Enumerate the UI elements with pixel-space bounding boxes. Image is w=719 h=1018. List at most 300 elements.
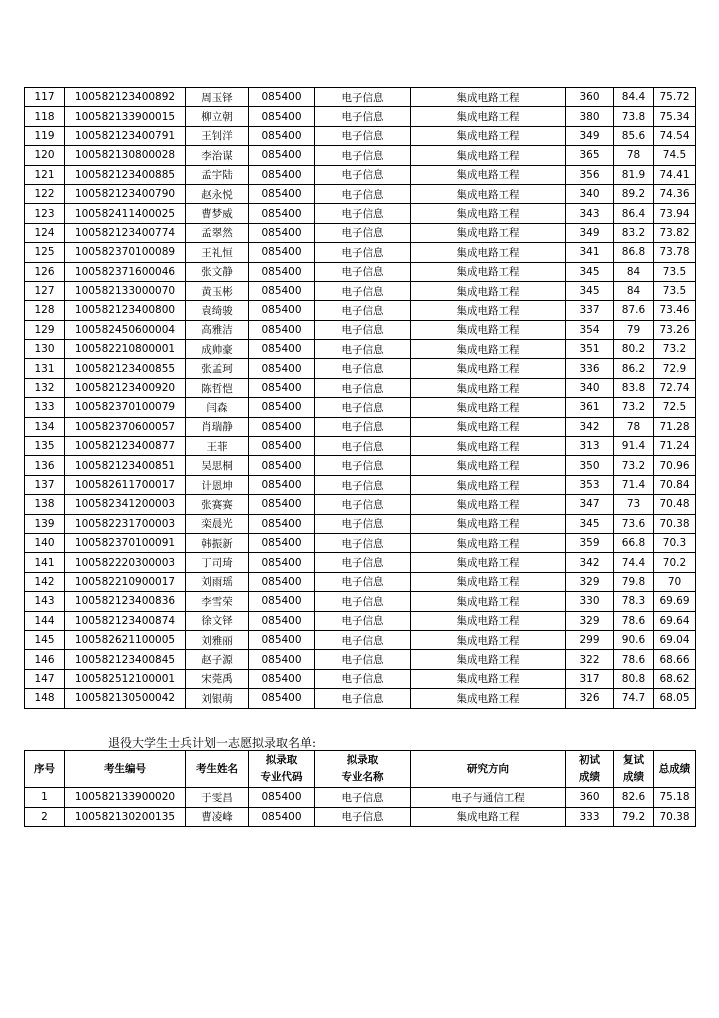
cell-retest-score: 79.8 (614, 572, 654, 591)
cell-exam-id: 100582341200003 (65, 495, 186, 514)
cell-direction: 集成电路工程 (411, 689, 566, 708)
cell-seq: 143 (25, 592, 65, 611)
cell-exam-id: 100582123400892 (65, 88, 186, 107)
cell-seq: 136 (25, 456, 65, 475)
cell-major-code: 085400 (249, 184, 315, 203)
cell-direction: 电子与通信工程 (411, 788, 566, 808)
cell-retest-score: 80.8 (614, 669, 654, 688)
cell-retest-score: 85.6 (614, 126, 654, 145)
cell-major-code: 085400 (249, 378, 315, 397)
cell-seq: 142 (25, 572, 65, 591)
cell-name: 周玉铎 (186, 88, 249, 107)
table-row (25, 184, 696, 203)
cell-major-code: 085400 (249, 359, 315, 378)
cell-total-score: 74.41 (654, 165, 696, 184)
cell-exam-id: 100582411400025 (65, 204, 186, 223)
cell-exam-id: 100582371600046 (65, 262, 186, 281)
cell-prelim-score: 322 (566, 650, 614, 669)
cell-name: 曹凌峰 (186, 807, 249, 827)
cell-prelim-score: 337 (566, 301, 614, 320)
table-row (25, 359, 696, 378)
cell-major-name: 电子信息 (315, 630, 411, 649)
cell-major-name: 电子信息 (315, 378, 411, 397)
table-row (25, 223, 696, 242)
header-prelim-score (566, 751, 614, 788)
cell-major-code: 085400 (249, 456, 315, 475)
cell-name: 王钊洋 (186, 126, 249, 145)
cell-major-code: 085400 (249, 340, 315, 359)
cell-major-code: 085400 (249, 611, 315, 630)
cell-seq: 122 (25, 184, 65, 203)
cell-retest-score: 73 (614, 495, 654, 514)
cell-major-name: 电子信息 (315, 611, 411, 630)
table-row (25, 398, 696, 417)
cell-retest-score: 79 (614, 320, 654, 339)
cell-direction: 集成电路工程 (411, 340, 566, 359)
cell-seq: 132 (25, 378, 65, 397)
cell-name: 丁司琦 (186, 553, 249, 572)
cell-retest-score: 80.2 (614, 340, 654, 359)
cell-seq: 121 (25, 165, 65, 184)
header-prelim-line1: 初试 (579, 754, 600, 766)
cell-major-name: 电子信息 (315, 262, 411, 281)
cell-prelim-score: 365 (566, 146, 614, 165)
cell-retest-score: 84 (614, 262, 654, 281)
cell-name: 刘雨瑶 (186, 572, 249, 591)
header-major-code-line1: 拟录取 (265, 754, 298, 766)
cell-prelim-score: 360 (566, 88, 614, 107)
cell-direction: 集成电路工程 (411, 572, 566, 591)
cell-major-name: 电子信息 (315, 807, 411, 827)
table-row (25, 592, 696, 611)
table-row (25, 378, 696, 397)
cell-major-name: 电子信息 (315, 340, 411, 359)
cell-seq: 138 (25, 495, 65, 514)
veteran-admission-body (25, 788, 696, 827)
table-row (25, 417, 696, 436)
table-row (25, 495, 696, 514)
cell-exam-id: 100582130800028 (65, 146, 186, 165)
cell-direction: 集成电路工程 (411, 320, 566, 339)
cell-major-code: 085400 (249, 514, 315, 533)
cell-major-name: 电子信息 (315, 437, 411, 456)
cell-retest-score: 91.4 (614, 437, 654, 456)
cell-major-name: 电子信息 (315, 281, 411, 300)
cell-total-score: 70.48 (654, 495, 696, 514)
veteran-header-row (25, 751, 696, 788)
cell-name: 张文静 (186, 262, 249, 281)
cell-major-name: 电子信息 (315, 650, 411, 669)
cell-retest-score: 86.2 (614, 359, 654, 378)
table-row (25, 320, 696, 339)
cell-exam-id: 100582370100089 (65, 243, 186, 262)
cell-retest-score: 79.2 (614, 807, 654, 827)
cell-prelim-score: 313 (566, 437, 614, 456)
cell-exam-id: 100582210900017 (65, 572, 186, 591)
cell-name: 袁绮骏 (186, 301, 249, 320)
table-row (25, 611, 696, 630)
cell-seq: 133 (25, 398, 65, 417)
cell-direction: 集成电路工程 (411, 223, 566, 242)
cell-name: 栾晨光 (186, 514, 249, 533)
cell-total-score: 70.38 (654, 514, 696, 533)
cell-exam-id: 100582450600004 (65, 320, 186, 339)
cell-total-score: 70.3 (654, 533, 696, 552)
cell-total-score: 74.5 (654, 146, 696, 165)
cell-retest-score: 83.2 (614, 223, 654, 242)
cell-name: 孟宇陆 (186, 165, 249, 184)
cell-direction: 集成电路工程 (411, 126, 566, 145)
cell-direction: 集成电路工程 (411, 146, 566, 165)
table-row (25, 146, 696, 165)
cell-total-score: 73.94 (654, 204, 696, 223)
cell-major-name: 电子信息 (315, 204, 411, 223)
cell-name: 黄玉彬 (186, 281, 249, 300)
cell-major-code: 085400 (249, 281, 315, 300)
cell-major-name: 电子信息 (315, 475, 411, 494)
cell-prelim-score: 350 (566, 456, 614, 475)
header-retest-line1: 复试 (623, 754, 644, 766)
cell-direction: 集成电路工程 (411, 398, 566, 417)
cell-name: 徐文铎 (186, 611, 249, 630)
cell-name: 成帅豪 (186, 340, 249, 359)
cell-prelim-score: 333 (566, 807, 614, 827)
admission-list-body (25, 88, 696, 709)
table-row (25, 788, 696, 808)
cell-major-code: 085400 (249, 301, 315, 320)
cell-exam-id: 100582123400845 (65, 650, 186, 669)
cell-exam-id: 100582611700017 (65, 475, 186, 494)
cell-exam-id: 100582123400836 (65, 592, 186, 611)
cell-prelim-score: 340 (566, 184, 614, 203)
header-total-score: 总成绩 (654, 751, 696, 788)
veteran-section-caption: 退役大学生士兵计划一志愿拟录取名单: (108, 736, 317, 750)
cell-retest-score: 78 (614, 417, 654, 436)
cell-seq: 148 (25, 689, 65, 708)
cell-seq: 131 (25, 359, 65, 378)
cell-direction: 集成电路工程 (411, 456, 566, 475)
cell-seq: 119 (25, 126, 65, 145)
cell-prelim-score: 340 (566, 378, 614, 397)
cell-retest-score: 73.6 (614, 514, 654, 533)
cell-major-code: 085400 (249, 630, 315, 649)
cell-name: 肖瑞静 (186, 417, 249, 436)
cell-direction: 集成电路工程 (411, 437, 566, 456)
cell-direction: 集成电路工程 (411, 495, 566, 514)
cell-seq: 140 (25, 533, 65, 552)
cell-seq: 145 (25, 630, 65, 649)
table-row (25, 689, 696, 708)
cell-retest-score: 84.4 (614, 88, 654, 107)
cell-name: 吴思桐 (186, 456, 249, 475)
cell-direction: 集成电路工程 (411, 88, 566, 107)
cell-seq: 126 (25, 262, 65, 281)
cell-retest-score: 83.8 (614, 378, 654, 397)
cell-name: 韩振新 (186, 533, 249, 552)
cell-retest-score: 73.8 (614, 107, 654, 126)
cell-prelim-score: 349 (566, 223, 614, 242)
cell-prelim-score: 360 (566, 788, 614, 808)
cell-major-code: 085400 (249, 126, 315, 145)
cell-prelim-score: 349 (566, 126, 614, 145)
cell-retest-score: 81.9 (614, 165, 654, 184)
cell-prelim-score: 345 (566, 281, 614, 300)
cell-seq: 130 (25, 340, 65, 359)
admission-list-table (24, 87, 696, 709)
table-row (25, 630, 696, 649)
cell-direction: 集成电路工程 (411, 107, 566, 126)
cell-seq: 127 (25, 281, 65, 300)
cell-exam-id: 100582370100091 (65, 533, 186, 552)
cell-prelim-score: 326 (566, 689, 614, 708)
cell-major-code: 085400 (249, 572, 315, 591)
cell-major-name: 电子信息 (315, 533, 411, 552)
cell-prelim-score: 317 (566, 669, 614, 688)
cell-direction: 集成电路工程 (411, 184, 566, 203)
cell-total-score: 70.96 (654, 456, 696, 475)
cell-exam-id: 100582370100079 (65, 398, 186, 417)
cell-retest-score: 74.4 (614, 553, 654, 572)
table-row (25, 243, 696, 262)
cell-total-score: 69.04 (654, 630, 696, 649)
cell-major-name: 电子信息 (315, 669, 411, 688)
cell-exam-id: 100582130200135 (65, 807, 186, 827)
cell-prelim-score: 345 (566, 514, 614, 533)
cell-major-name: 电子信息 (315, 184, 411, 203)
cell-direction: 集成电路工程 (411, 533, 566, 552)
cell-exam-id: 100582133000070 (65, 281, 186, 300)
cell-seq: 144 (25, 611, 65, 630)
table-row (25, 456, 696, 475)
cell-total-score: 68.05 (654, 689, 696, 708)
cell-total-score: 72.9 (654, 359, 696, 378)
cell-major-code: 085400 (249, 165, 315, 184)
table-row (25, 553, 696, 572)
header-direction: 研究方向 (411, 751, 566, 788)
cell-major-name: 电子信息 (315, 223, 411, 242)
cell-prelim-score: 361 (566, 398, 614, 417)
cell-exam-id: 100582512100001 (65, 669, 186, 688)
cell-seq: 137 (25, 475, 65, 494)
cell-total-score: 73.26 (654, 320, 696, 339)
cell-direction: 集成电路工程 (411, 807, 566, 827)
cell-major-code: 085400 (249, 669, 315, 688)
cell-direction: 集成电路工程 (411, 378, 566, 397)
cell-retest-score: 86.8 (614, 243, 654, 262)
cell-retest-score: 86.4 (614, 204, 654, 223)
cell-prelim-score: 359 (566, 533, 614, 552)
cell-total-score: 73.2 (654, 340, 696, 359)
cell-total-score: 69.69 (654, 592, 696, 611)
cell-major-name: 电子信息 (315, 417, 411, 436)
cell-major-name: 电子信息 (315, 165, 411, 184)
table-row (25, 475, 696, 494)
cell-prelim-score: 380 (566, 107, 614, 126)
header-major-name-line2: 专业名称 (341, 771, 384, 783)
cell-total-score: 75.18 (654, 788, 696, 808)
cell-name: 李治谋 (186, 146, 249, 165)
cell-direction: 集成电路工程 (411, 592, 566, 611)
cell-exam-id: 100582123400791 (65, 126, 186, 145)
cell-exam-id: 100582123400874 (65, 611, 186, 630)
cell-major-code: 085400 (249, 320, 315, 339)
table-row (25, 126, 696, 145)
cell-major-name: 电子信息 (315, 495, 411, 514)
cell-major-code: 085400 (249, 204, 315, 223)
cell-name: 孟翠然 (186, 223, 249, 242)
cell-exam-id: 100582123400774 (65, 223, 186, 242)
cell-prelim-score: 336 (566, 359, 614, 378)
cell-retest-score: 74.7 (614, 689, 654, 708)
cell-total-score: 73.78 (654, 243, 696, 262)
cell-major-name: 电子信息 (315, 553, 411, 572)
cell-direction: 集成电路工程 (411, 650, 566, 669)
header-exam-id: 考生编号 (65, 751, 186, 788)
cell-prelim-score: 353 (566, 475, 614, 494)
cell-exam-id: 100582123400855 (65, 359, 186, 378)
cell-prelim-score: 342 (566, 553, 614, 572)
cell-total-score: 73.5 (654, 281, 696, 300)
cell-exam-id: 100582621100005 (65, 630, 186, 649)
cell-direction: 集成电路工程 (411, 417, 566, 436)
cell-exam-id: 100582123400790 (65, 184, 186, 203)
table-row (25, 650, 696, 669)
cell-name: 刘雅丽 (186, 630, 249, 649)
cell-name: 王菲 (186, 437, 249, 456)
header-name: 考生姓名 (186, 751, 249, 788)
cell-name: 计恩坤 (186, 475, 249, 494)
table-row (25, 301, 696, 320)
cell-name: 王礼恒 (186, 243, 249, 262)
cell-major-name: 电子信息 (315, 107, 411, 126)
cell-major-code: 085400 (249, 437, 315, 456)
cell-exam-id: 100582123400920 (65, 378, 186, 397)
cell-name: 柳立朝 (186, 107, 249, 126)
cell-major-name: 电子信息 (315, 689, 411, 708)
table-row (25, 437, 696, 456)
table-row (25, 88, 696, 107)
header-major-code (249, 751, 315, 788)
cell-direction: 集成电路工程 (411, 611, 566, 630)
table-row (25, 165, 696, 184)
cell-seq: 117 (25, 88, 65, 107)
cell-retest-score: 73.2 (614, 456, 654, 475)
cell-major-name: 电子信息 (315, 788, 411, 808)
cell-name: 赵子源 (186, 650, 249, 669)
cell-retest-score: 90.6 (614, 630, 654, 649)
cell-total-score: 73.82 (654, 223, 696, 242)
cell-total-score: 71.24 (654, 437, 696, 456)
cell-direction: 集成电路工程 (411, 204, 566, 223)
cell-retest-score: 78.6 (614, 611, 654, 630)
cell-direction: 集成电路工程 (411, 243, 566, 262)
header-major-code-line2: 专业代码 (260, 771, 303, 783)
table-row (25, 514, 696, 533)
header-prelim-line2: 成绩 (579, 771, 600, 783)
cell-total-score: 70.38 (654, 807, 696, 827)
cell-seq: 125 (25, 243, 65, 262)
cell-total-score: 70.2 (654, 553, 696, 572)
cell-direction: 集成电路工程 (411, 669, 566, 688)
cell-seq: 128 (25, 301, 65, 320)
cell-seq: 120 (25, 146, 65, 165)
cell-seq: 135 (25, 437, 65, 456)
cell-major-code: 085400 (249, 788, 315, 808)
cell-prelim-score: 299 (566, 630, 614, 649)
cell-name: 张孟珂 (186, 359, 249, 378)
cell-name: 刘银萌 (186, 689, 249, 708)
cell-major-code: 085400 (249, 223, 315, 242)
cell-exam-id: 100582210800001 (65, 340, 186, 359)
cell-total-score: 68.66 (654, 650, 696, 669)
table-row (25, 204, 696, 223)
table-row (25, 533, 696, 552)
table-row (25, 572, 696, 591)
cell-exam-id: 100582130500042 (65, 689, 186, 708)
cell-total-score: 74.36 (654, 184, 696, 203)
cell-seq: 2 (25, 807, 65, 827)
cell-major-name: 电子信息 (315, 398, 411, 417)
cell-seq: 147 (25, 669, 65, 688)
cell-total-score: 72.74 (654, 378, 696, 397)
header-retest-line2: 成绩 (623, 771, 644, 783)
cell-exam-id: 100582231700003 (65, 514, 186, 533)
cell-prelim-score: 329 (566, 572, 614, 591)
cell-exam-id: 100582133900020 (65, 788, 186, 808)
cell-major-code: 085400 (249, 689, 315, 708)
header-major-name (315, 751, 411, 788)
cell-retest-score: 82.6 (614, 788, 654, 808)
cell-major-code: 085400 (249, 592, 315, 611)
cell-total-score: 72.5 (654, 398, 696, 417)
cell-total-score: 74.54 (654, 126, 696, 145)
cell-retest-score: 66.8 (614, 533, 654, 552)
cell-seq: 129 (25, 320, 65, 339)
cell-major-code: 085400 (249, 417, 315, 436)
cell-total-score: 71.28 (654, 417, 696, 436)
header-seq: 序号 (25, 751, 65, 788)
cell-exam-id: 100582123400877 (65, 437, 186, 456)
cell-major-code: 085400 (249, 553, 315, 572)
cell-total-score: 73.5 (654, 262, 696, 281)
cell-direction: 集成电路工程 (411, 630, 566, 649)
cell-major-name: 电子信息 (315, 592, 411, 611)
cell-name: 李雪荣 (186, 592, 249, 611)
cell-major-code: 085400 (249, 475, 315, 494)
cell-retest-score: 84 (614, 281, 654, 300)
cell-seq: 123 (25, 204, 65, 223)
cell-retest-score: 78.6 (614, 650, 654, 669)
cell-major-code: 085400 (249, 243, 315, 262)
cell-total-score: 69.64 (654, 611, 696, 630)
cell-seq: 124 (25, 223, 65, 242)
cell-name: 高雅洁 (186, 320, 249, 339)
cell-total-score: 68.62 (654, 669, 696, 688)
cell-total-score: 70.84 (654, 475, 696, 494)
cell-total-score: 73.46 (654, 301, 696, 320)
cell-prelim-score: 347 (566, 495, 614, 514)
cell-name: 赵永悦 (186, 184, 249, 203)
cell-exam-id: 100582370600057 (65, 417, 186, 436)
cell-seq: 118 (25, 107, 65, 126)
cell-prelim-score: 343 (566, 204, 614, 223)
cell-direction: 集成电路工程 (411, 165, 566, 184)
cell-name: 闫森 (186, 398, 249, 417)
cell-exam-id: 100582133900015 (65, 107, 186, 126)
cell-retest-score: 89.2 (614, 184, 654, 203)
cell-major-code: 085400 (249, 398, 315, 417)
cell-retest-score: 78 (614, 146, 654, 165)
